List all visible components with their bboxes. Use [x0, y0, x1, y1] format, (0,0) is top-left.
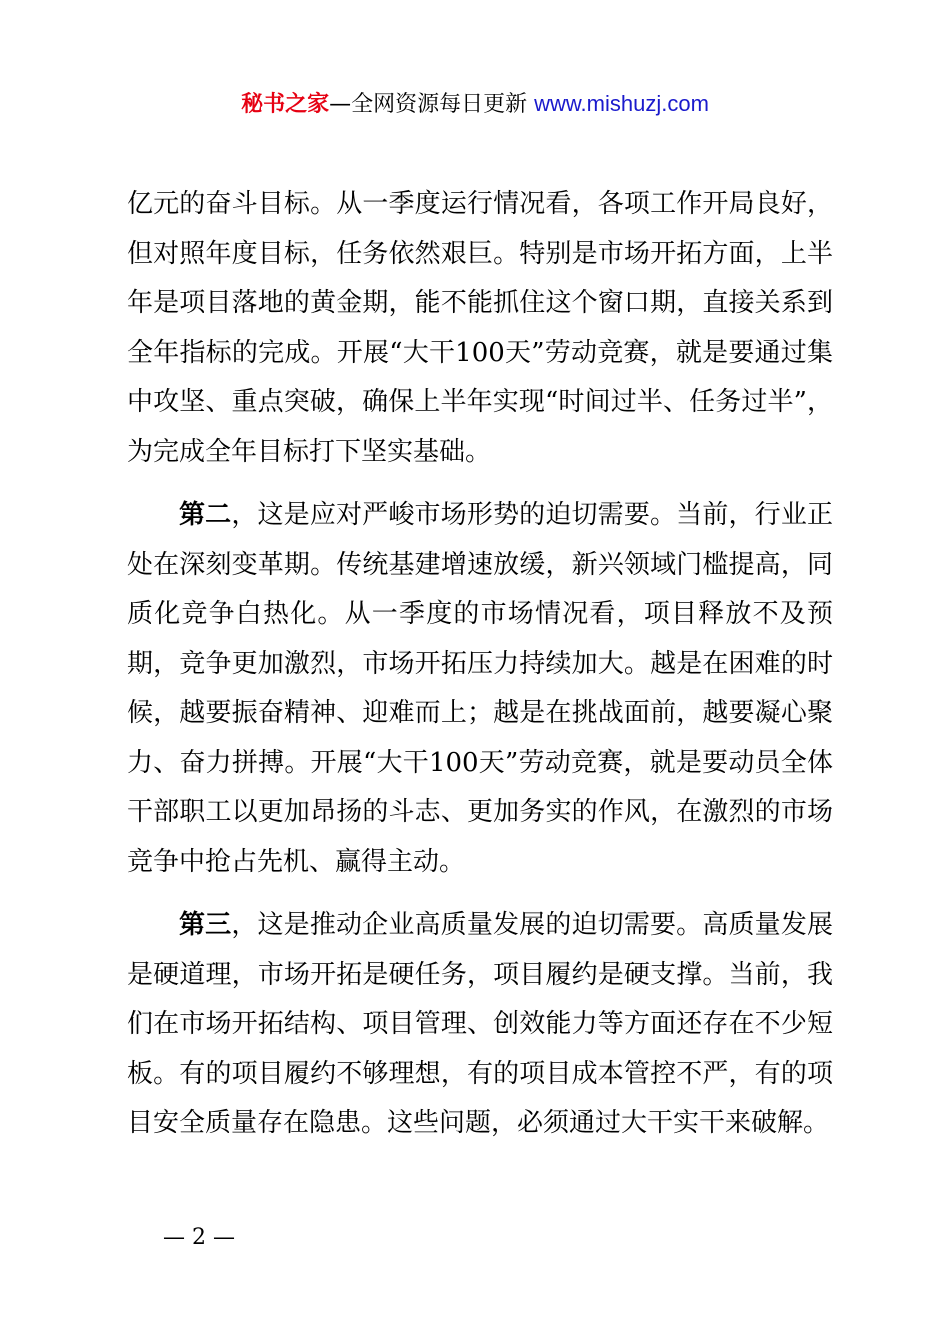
page-number: — 2 —: [163, 1225, 235, 1250]
page-header: [0, 86, 950, 123]
paragraph-text: ，这是推动企业高质量发展的迫切需要。高质量发展是硬道理，市场开拓是硬任务，项目履约是硬支撑。当前，我们在市场开拓结构、项目管理、创效能力等方面还存在不少短板。有的项目履约不够理想，有的项目成本管控不严，有的项目安全质量存在隐患。这些问题，必须通过大干实干来破解。: [127, 910, 833, 1138]
paragraph-continuation: [127, 180, 833, 477]
header-slogan: —全网资源每日更新: [329, 92, 528, 117]
paragraph-text: 亿元的奋斗目标。从一季度运行情况看，各项工作开局良好，但对照年度目标，任务依然艰巨。特别是市场开拓方面，上半年是项目落地的黄金期，能不能抓住这个窗口期，直接关系到全年指标的完成。开展“大干100天”劳动竞赛，就是要通过集中攻坚、重点突破，确保上半年实现“时间过半、任务过半”，为完成全年目标打下坚实基础。: [127, 189, 833, 467]
site-url-link[interactable]: www.mishuzj.com: [534, 91, 709, 116]
document-body: [127, 180, 833, 1149]
paragraph-lead: 第三: [179, 910, 232, 940]
paragraph-third: [127, 901, 833, 1149]
paragraph-second: [127, 491, 833, 887]
brand-name: 秘书之家: [241, 92, 330, 117]
paragraph-text: ，这是应对严峻市场形势的迫切需要。当前，行业正处在深刻变革期。传统基建增速放缓，新兴领域门槛提高，同质化竞争白热化。从一季度的市场情况看，项目释放不及预期，竞争更加激烈，市场开拓压力持续加大。越是在困难的时候，越要振奋精神、迎难而上；越是在挑战面前，越要凝心聚力、奋力拼搏。开展“大干100天”劳动竞赛，就是要动员全体干部职工以更加昂扬的斗志、更加务实的作风，在激烈的市场竞争中抢占先机、赢得主动。: [127, 500, 833, 877]
paragraph-lead: 第二: [179, 500, 232, 530]
